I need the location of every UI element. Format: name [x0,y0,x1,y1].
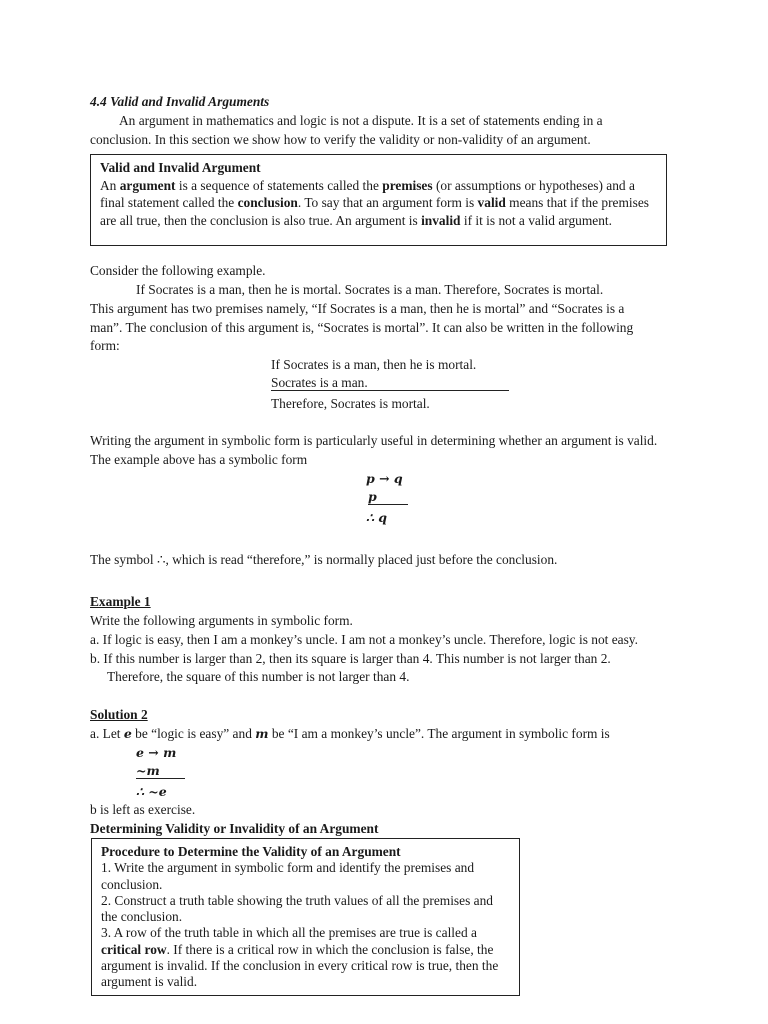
socrates-argument: If Socrates is a man, then he is mortal. Socrates is a man. Therefore, Socrates is mortal. [136,282,604,297]
solution-line-3: ∴ ~e [136,784,167,799]
section-title: 4.4 Valid and Invalid Arguments [90,94,270,109]
validity-heading: Determining Validity or Invalidity of an Argument [90,821,379,836]
intro-line-1: An argument in mathematics and logic is not a dispute. It is a set of statements ending in a [119,113,603,128]
procedure-box [91,838,520,996]
argument-explanation: This argument has two premises namely, “If Socrates is a man, then he is mortal” and “Socrates is a man”. The conclusion of this argument is, “Socrates is mortal”. It can also be written in the following form: [90,301,634,353]
example-1-prompt: Write the following arguments in symbolic form. [90,613,353,628]
symbolic-text-1: Writing the argument in symbolic form is particularly useful in determining whether an argument is valid. [90,433,658,448]
solution-line-2: ~m [136,763,185,779]
therefore-symbol-note: The symbol ∴, which is read “therefore,” is normally placed just before the conclusion. [90,552,558,567]
example-1-item-b: b. If this number is larger than 2, then its square is larger than 4. This number is not larger than 2. [90,651,611,666]
consider-text: Consider the following example. [90,263,266,278]
example-1-item-a: a. If logic is easy, then I am a monkey’s uncle. I am not a monkey’s uncle. Therefore, logic is not easy. [90,632,638,647]
symbolic-line-1: p → q [366,471,403,486]
procedure-heading: Procedure to Determine the Validity of an Argument [101,844,401,859]
example-1-item-b-cont: Therefore, the square of this number is not larger than 4. [107,669,410,684]
intro-line-2: conclusion. In this section we show how to verify the validity or non-validity of an argument. [90,132,591,147]
symbolic-line-2: p [368,489,408,505]
symbolic-text-2: The example above has a symbolic form [90,452,308,467]
procedure-step-1: 1. Write the argument in symbolic form and identify the premises and conclusion. [101,860,475,892]
procedure-step-3: 3. A row of the truth table in which all the premises are true is called a critical row. If there is a critical row in which the conclusion is false, the argument is invalid. If the conclusion in every critical row is true, then the argument is valid. [101,925,499,990]
form-premise-1: If Socrates is a man, then he is mortal. [271,357,477,372]
procedure-step-2: 2. Construct a truth table showing the truth values of all the premises and the conclusion. [101,892,493,925]
solution-2-heading: Solution 2 [90,707,148,722]
solution-2-item-a: a. Let e be “logic is easy” and m be “I am a monkey’s uncle”. The argument in symbolic form is [90,726,610,741]
symbolic-line-3: ∴ q [366,510,388,525]
form-premise-2: Socrates is a man. [271,375,509,391]
definition-heading: Valid and Invalid Argument [100,160,261,175]
solution-line-1: e → m [136,745,177,760]
definition-text: An argument is a sequence of statements called the premises (or assumptions or hypotheses) and a final statement called the conclusion. To say that an argument form is valid means that if the premises are all true, then the conclusion is also true. An argument is invalid if it is not a valid argument. [100,177,649,228]
exercise-note: b is left as exercise. [90,802,196,817]
form-conclusion: Therefore, Socrates is mortal. [271,396,430,411]
definition-box [90,154,667,246]
example-1-heading: Example 1 [90,594,151,609]
